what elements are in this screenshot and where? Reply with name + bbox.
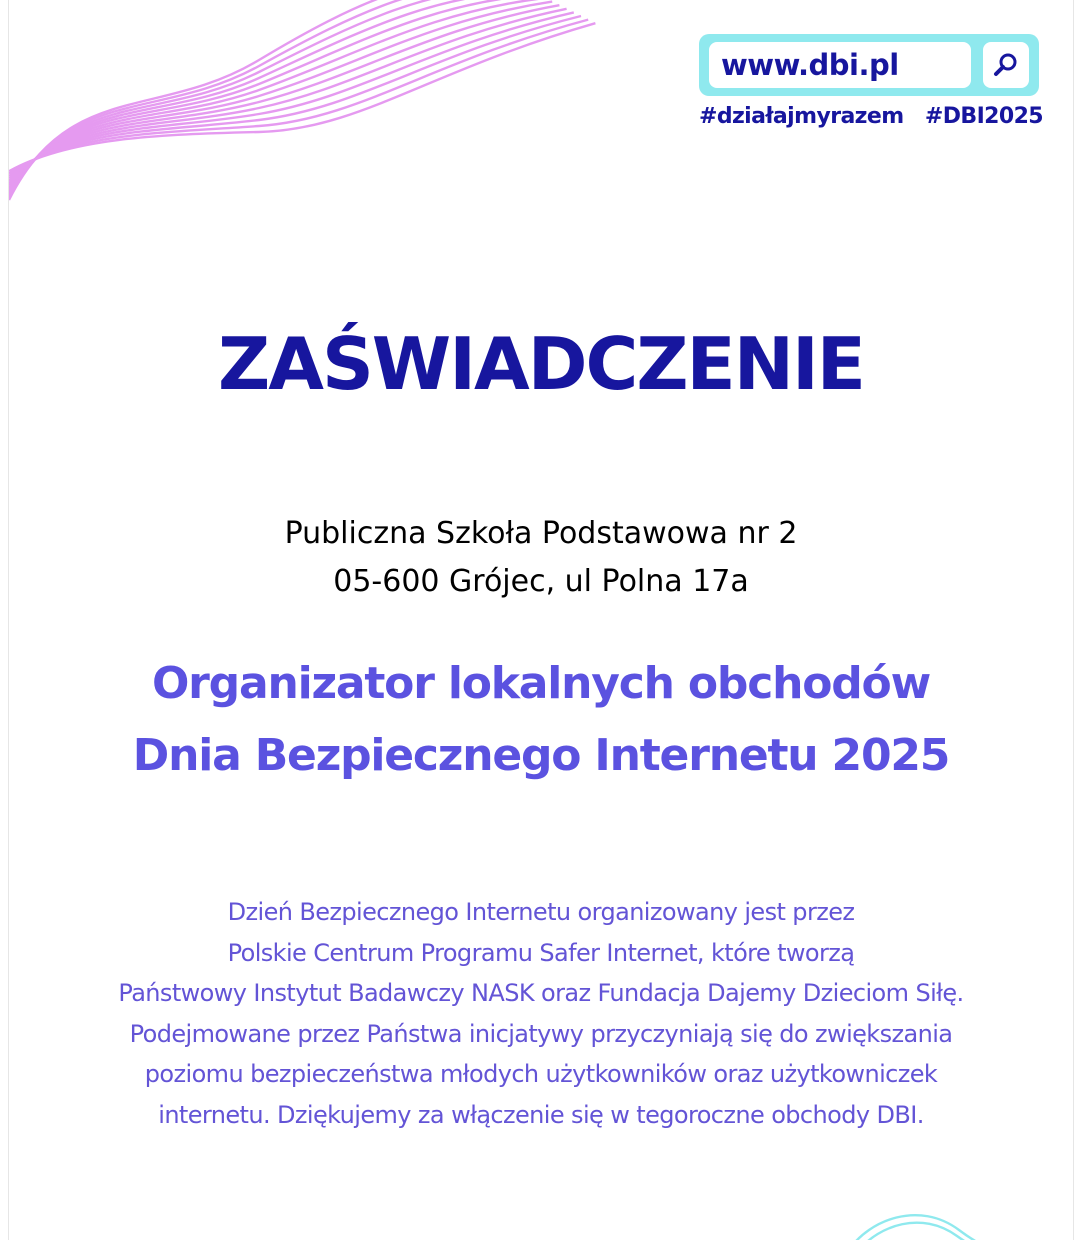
search-bar[interactable] [699, 34, 1039, 96]
role-line-1: Organizator lokalnych obchodów [151, 658, 931, 709]
school-name: Publiczna Szkoła Podstawowa nr 2 [284, 516, 798, 551]
hashtag-dbi2025: #DBI2025 [924, 104, 1043, 129]
body-line: poziomu bezpieczeństwa młodych użytkowników oraz użytkowniczek [144, 1060, 938, 1088]
school-info [9, 510, 1073, 606]
wave-line [9, 0, 531, 193]
role-heading [9, 648, 1073, 792]
wave-line [9, 0, 538, 190]
certificate-page [8, 0, 1074, 1240]
decorative-waves-top [9, 0, 609, 210]
school-address: 05-600 Grójec, ul Polna 17a [333, 564, 749, 599]
page-title: ZAŚWIADCZENIE [218, 322, 864, 406]
wave-line [9, 0, 523, 195]
body-line: Polskie Centrum Programu Safer Internet, które tworzą [227, 938, 855, 967]
decorative-waves-bottom [829, 1190, 1029, 1240]
body-line: internetu. Dziękujemy za włączenie się w tegoroczne obchody DBI. [158, 1100, 924, 1129]
search-input[interactable]: www.dbi.pl [709, 42, 971, 88]
body-line: Państwowy Instytut Badawczy NASK oraz Fundacja Dajemy Dzieciom Siłę. [118, 979, 964, 1007]
body-paragraph [9, 892, 1073, 1135]
role-line-2: Dnia Bezpiecznego Internetu 2025 [132, 730, 950, 781]
body-line: Podejmowane przez Państwa inicjatywy przyczyniają się do zwiększania [129, 1019, 953, 1048]
wave-line [9, 12, 574, 178]
hashtag-dzialajmyrazem: #działajmyrazem [699, 104, 904, 129]
magnifier-icon [992, 51, 1020, 79]
body-line: Dzień Bezpiecznego Internetu organizowany jest przez [227, 898, 855, 926]
search-button[interactable] [983, 42, 1029, 88]
hashtags [699, 104, 1043, 129]
wave-line [9, 2, 552, 186]
